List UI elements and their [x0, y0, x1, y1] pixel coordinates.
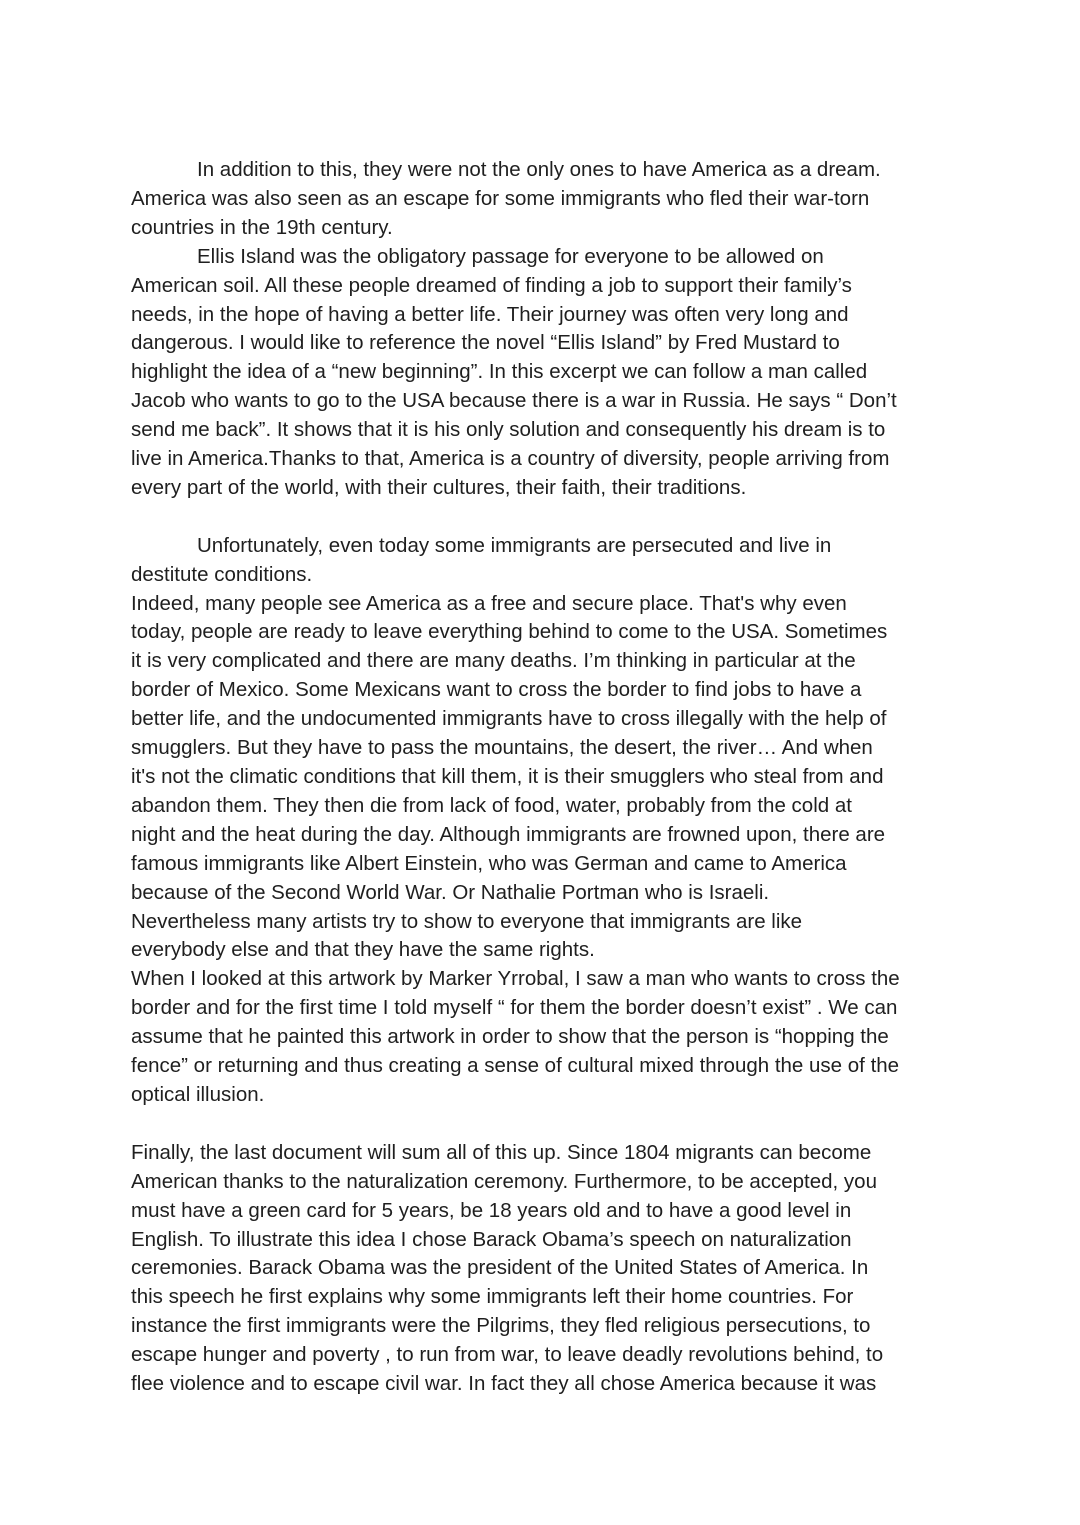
text-line: everybody else and that they have the same rights. — [131, 938, 595, 962]
text-line: dangerous. I would like to reference the novel “Ellis Island” by Fred Mustard to — [131, 331, 840, 355]
text-line: highlight the idea of a “new beginning”. In this excerpt we can follow a man called — [131, 360, 868, 384]
paragraph-dream-escape — [131, 156, 961, 243]
text-line: must have a green card for 5 years, be 18 years old and to have a good level in — [131, 1198, 852, 1222]
paragraph-finally — [131, 1139, 961, 1399]
text-line: border of Mexico. Some Mexicans want to cross the border to find jobs to have a — [131, 678, 862, 702]
text-line: Finally, the last document will sum all of this up. Since 1804 migrants can become — [131, 1140, 872, 1164]
text-line: every part of the world, with their cultures, their faith, their traditions. — [131, 475, 747, 499]
text-line: it's not the climatic conditions that kill them, it is their smugglers who steal from and — [131, 765, 884, 789]
text-line: smugglers. But they have to pass the mountains, the desert, the river… And when — [131, 736, 873, 760]
text-line: American soil. All these people dreamed of finding a job to support their family’s — [131, 273, 852, 297]
text-line: better life, and the undocumented immigrants have to cross illegally with the help of — [131, 707, 887, 731]
text-line: Indeed, many people see America as a free and secure place. That's why even — [131, 591, 847, 615]
text-line: instance the first immigrants were the Pilgrims, they fled religious persecutions, to — [131, 1314, 871, 1338]
text-line: because of the Second World War. Or Nathalie Portman who is Israeli. — [131, 880, 770, 904]
text-line: escape hunger and poverty , to run from war, to leave deadly revolutions behind, to — [131, 1343, 884, 1367]
text-line: English. To illustrate this idea I chose Barack Obama’s speech on naturalization — [131, 1227, 852, 1251]
document-page — [131, 156, 961, 1399]
text-line: American thanks to the naturalization ceremony. Furthermore, to be accepted, you — [131, 1169, 877, 1193]
text-line: it is very complicated and there are many deaths. I’m thinking in particular at the — [131, 649, 856, 673]
text-line: flee violence and to escape civil war. In fact they all chose America because it was — [131, 1372, 877, 1396]
text-line: Ellis Island was the obligatory passage for everyone to be allowed on — [197, 244, 824, 268]
text-line: optical illusion. — [131, 1082, 265, 1106]
text-line: destitute conditions. — [131, 562, 313, 586]
paragraph-ellis-island — [131, 243, 961, 503]
text-line: night and the heat during the day. Although immigrants are frowned upon, there are — [131, 822, 886, 846]
text-line: fence” or returning and thus creating a sense of cultural mixed through the use of the — [131, 1054, 900, 1078]
text-line: Unfortunately, even today some immigrants are persecuted and live in — [197, 533, 832, 557]
text-line: send me back”. It shows that it is his only solution and consequently his dream is to — [131, 418, 886, 442]
paragraph-spacer — [131, 1110, 961, 1139]
paragraph-spacer — [131, 503, 961, 532]
text-line: abandon them. They then die from lack of food, water, probably from the cold at — [131, 793, 852, 817]
text-line: America was also seen as an escape for some immigrants who fled their war-torn — [131, 186, 870, 210]
text-line: ceremonies. Barack Obama was the president of the United States of America. In — [131, 1256, 869, 1280]
text-line: Nevertheless many artists try to show to everyone that immigrants are like — [131, 909, 803, 933]
text-line: border and for the first time I told myself “ for them the border doesn’t exist” . We can — [131, 996, 898, 1020]
paragraph-unfortunately — [131, 532, 961, 590]
text-line: Jacob who wants to go to the USA because there is a war in Russia. He says “ Don’t — [131, 389, 897, 413]
text-line: this speech he first explains why some immigrants left their home countries. For — [131, 1285, 854, 1309]
text-line: When I looked at this artwork by Marker Yrrobal, I saw a man who wants to cross the — [131, 967, 900, 991]
text-line: famous immigrants like Albert Einstein, who was German and came to America — [131, 851, 847, 875]
paragraph-indeed — [131, 590, 961, 966]
text-line: today, people are ready to leave everything behind to come to the USA. Sometimes — [131, 620, 888, 644]
text-line: In addition to this, they were not the only ones to have America as a dream. — [197, 158, 881, 181]
text-line: assume that he painted this artwork in order to show that the person is “hopping the — [131, 1025, 889, 1049]
paragraph-artwork — [131, 965, 961, 1110]
text-line: needs, in the hope of having a better life. Their journey was often very long and — [131, 302, 849, 326]
text-line: countries in the 19th century. — [131, 215, 393, 239]
text-line: live in America.Thanks to that, America is a country of diversity, people arriving from — [131, 447, 890, 471]
